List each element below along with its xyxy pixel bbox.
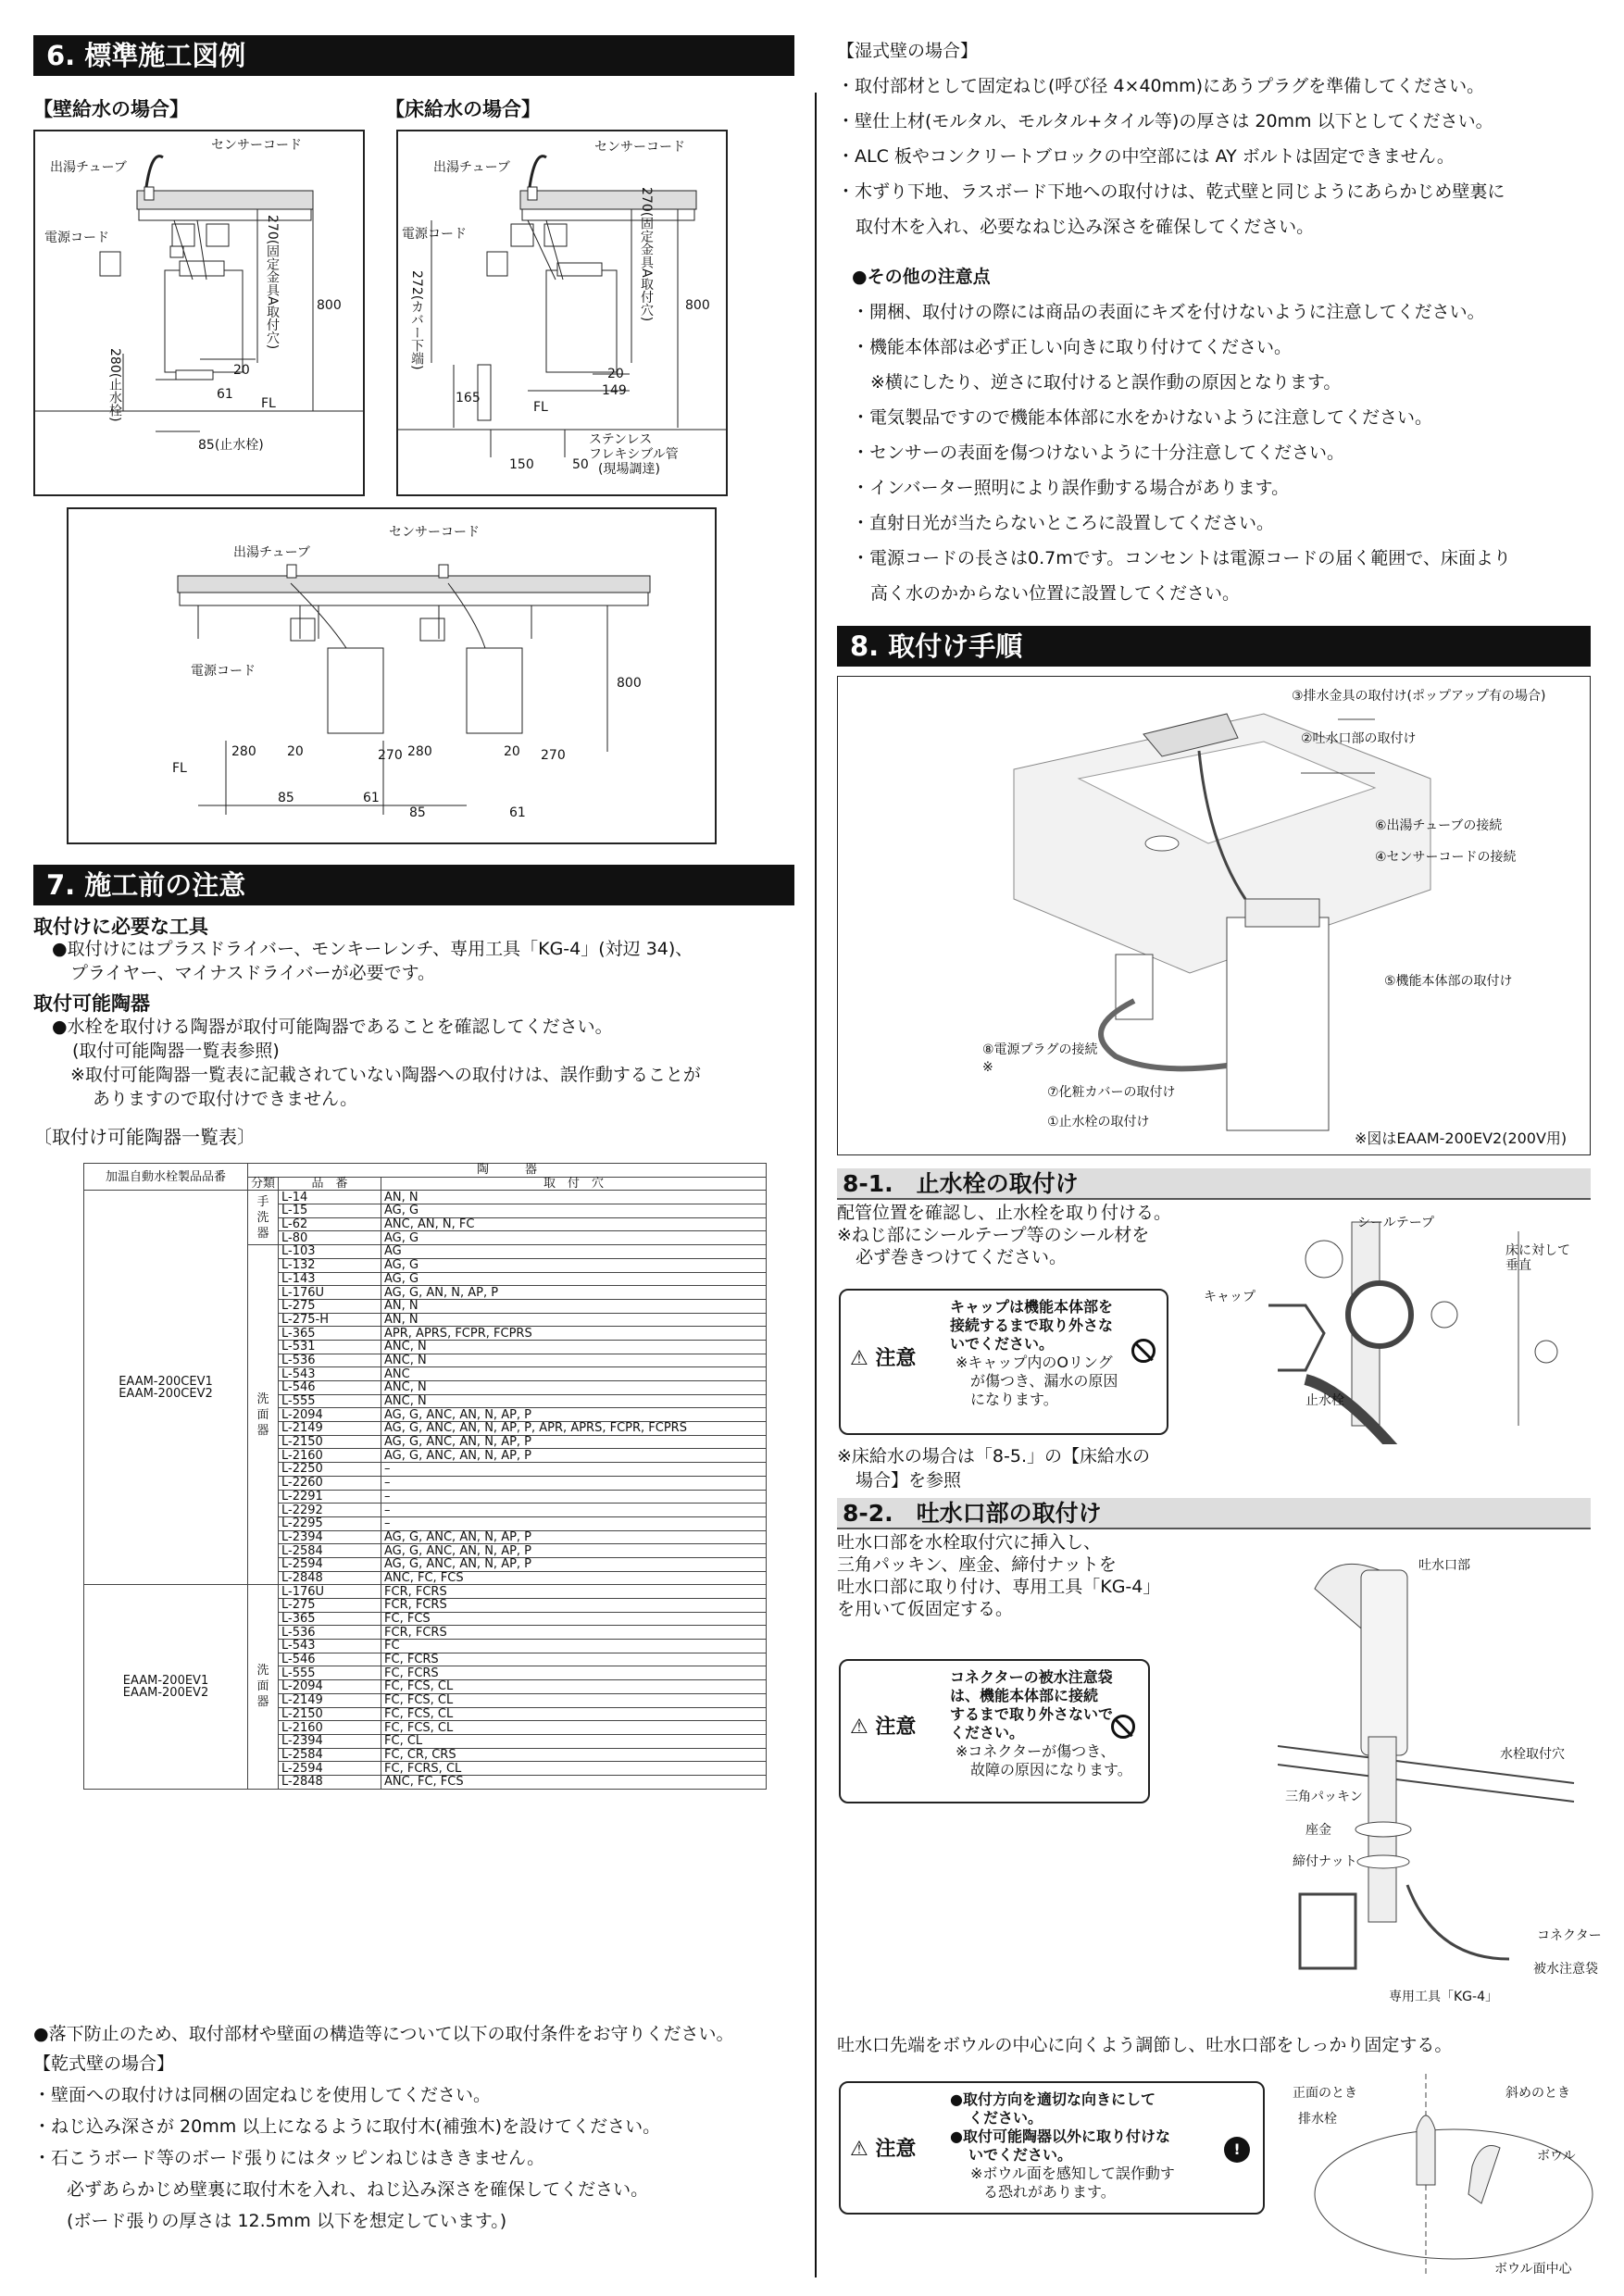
seal-tape-label: シールテープ — [1357, 1216, 1435, 1230]
d1-tube: 出湯チューブ — [50, 160, 127, 175]
spout-drawing — [1278, 1515, 1593, 2033]
mount-holes: AG, G, ANC, AN, N, AP, P — [381, 1530, 767, 1544]
diagram-floor-supply — [396, 130, 728, 496]
bowl-number: L-2292 — [279, 1504, 381, 1517]
bag-label: 被水注意袋 — [1533, 1962, 1598, 1977]
mount-holes: FC, FCS, CL — [381, 1680, 767, 1694]
cap-label: キャップ — [1204, 1290, 1255, 1304]
column-divider — [815, 93, 817, 2277]
bowl-label: ボウル — [1537, 2149, 1576, 2164]
d1-v270: 270(固定金具A取付穴) — [265, 215, 280, 350]
bowl-number: L-536 — [279, 1626, 381, 1640]
d3-a20: 20 — [287, 744, 304, 759]
mount-holes: ANC, FC, FCS — [381, 1775, 767, 1789]
bowl-number: L-2094 — [279, 1408, 381, 1422]
mount-holes: AG, G — [381, 1204, 767, 1218]
section-6-title: 6. 標準施工図例 — [33, 35, 794, 76]
model-cell: EAAM-200EV1 EAAM-200EV2 — [84, 1585, 248, 1789]
bowl-number: L-132 — [279, 1258, 381, 1272]
bowl-number: L-2848 — [279, 1571, 381, 1585]
th-hole: 取 付 穴 — [381, 1177, 767, 1191]
step3-callout: ③排水金具の取付け(ポップアップ有の場合) — [1292, 689, 1546, 704]
mount-holes: AG, G, ANC, AN, N, AP, P — [381, 1435, 767, 1449]
bowl-number: L-176U — [279, 1286, 381, 1300]
caution-direction-body: ●取付方向を適切な向きにして ください。 ●取付可能陶器以外に取り付けな いでください。 ※ボウル面を感知して誤作動す る恐れがあります。 — [950, 2090, 1175, 2201]
step6-callout: ⑥出湯チューブの接続 — [1375, 818, 1503, 833]
bowl-number: L-2149 — [279, 1422, 381, 1436]
caution-direction-heading: ⚠ 注意 — [850, 2138, 917, 2161]
bowl-number: L-2160 — [279, 1721, 381, 1735]
tool-label: 専用工具「KG-4」 — [1389, 1990, 1498, 2004]
step2-callout: ②吐水口部の取付け — [1301, 731, 1417, 746]
mount-holes: ANC, AN, N, FC — [381, 1217, 767, 1231]
stop-valve-label: 止水栓 — [1305, 1393, 1344, 1408]
d2-h50: 50 — [572, 457, 589, 472]
d3-a270: 270 — [378, 748, 403, 763]
section-7-title: 7. 施工前の注意 — [33, 865, 794, 905]
d2-v800: 800 — [685, 298, 710, 313]
spout-label: 吐水口部 — [1418, 1558, 1470, 1573]
d1-fl: FL — [261, 396, 276, 411]
caution-direction — [839, 2081, 1265, 2215]
mount-holes: – — [381, 1490, 767, 1504]
caution-connector — [839, 1659, 1150, 1803]
bowl-number: L-546 — [279, 1381, 381, 1395]
bowl-number: L-143 — [279, 1272, 381, 1286]
prohibited-icon — [1131, 1339, 1156, 1363]
d2-fl: FL — [533, 400, 548, 415]
mount-holes: FCR, FCRS — [381, 1599, 767, 1613]
mount-holes: FC, CR, CRS — [381, 1748, 767, 1762]
d3-d61: 61 — [509, 805, 526, 820]
bowl-number: L-2394 — [279, 1530, 381, 1544]
d3-d85: 85 — [409, 805, 426, 820]
bowl-number: L-531 — [279, 1340, 381, 1354]
mount-holes: AG — [381, 1245, 767, 1259]
d2-pipe3: (現場調達) — [598, 462, 660, 477]
d3-c85: 85 — [278, 791, 294, 805]
bowl-number: L-2149 — [279, 1693, 381, 1707]
mount-holes: ANC, FC, FCS — [381, 1571, 767, 1585]
warning-triangle-icon: ⚠ — [850, 2138, 868, 2161]
mount-holes: AG, G, ANC, AN, N, AP, P — [381, 1449, 767, 1463]
bowl-number: L-555 — [279, 1666, 381, 1680]
floor-supply-drawing — [398, 131, 726, 494]
d3-a280: 280 — [231, 744, 256, 759]
caution-connector-body: コネクターの被水注意袋 は、機能本体部に接続 するまで取り外さないで ください。 ※コネクターが傷つき、 故障の原因になります。 — [950, 1668, 1132, 1778]
mount-holes: ANC — [381, 1367, 767, 1381]
mount-holes: APR, APRS, FCPR, FCPRS — [381, 1327, 767, 1341]
mount-holes: ANC, N — [381, 1354, 767, 1367]
th-cat: 分類 — [248, 1177, 279, 1191]
overview-note: ※図はEAAM-200EV2(200V用) — [1355, 1129, 1568, 1147]
d3-tube: 出湯チューブ — [233, 545, 310, 560]
mount-holes: FCR, FCRS — [381, 1626, 767, 1640]
d2-tube: 出湯チューブ — [433, 160, 510, 175]
mount-holes: FC, FCRS — [381, 1653, 767, 1666]
mount-holes: FC, FCRS — [381, 1666, 767, 1680]
mount-holes: AG, G, ANC, AN, N, AP, P — [381, 1557, 767, 1571]
mount-holes: AN, N — [381, 1299, 767, 1313]
mount-holes: AG, G, AN, N, AP, P — [381, 1286, 767, 1300]
d2-power: 電源コード — [402, 227, 467, 242]
d1-power: 電源コード — [44, 231, 109, 245]
d2-h150: 150 — [509, 457, 534, 472]
wet-wall: 【湿式壁の場合】 ・取付部材として固定ねじ(呼び径 4×40mm)にあうプラグを準備してください。 ・壁仕上材(モルタル、モルタル+タイル等)の厚さは 20mm 以下としてください。 ・ALC 板やコンクリートブロックの中空部には AY ボルトは固定できません。 ・木ずり下地、ラスボード下地への取付けは、乾式壁と同じようにあらかじめ壁裏に 取付木を入れ、必要なねじ込み深さを確保してください。 — [837, 41, 1505, 237]
table-row — [84, 1191, 767, 1204]
mount-holes: AG, G — [381, 1272, 767, 1286]
mount-holes: – — [381, 1463, 767, 1477]
step1-callout: ①止水栓の取付け — [1047, 1115, 1150, 1129]
vertical-label-2: 垂直 — [1505, 1258, 1531, 1273]
exclamation-icon: ! — [1224, 2137, 1250, 2163]
d1-v280: 280(止水栓) — [107, 348, 122, 422]
d3-b20: 20 — [504, 744, 520, 759]
stop-valve-drawing — [1194, 1204, 1593, 1444]
bowl-number: L-2150 — [279, 1435, 381, 1449]
section-8-title: 8. 取付け手順 — [837, 626, 1591, 667]
mount-holes: – — [381, 1476, 767, 1490]
bowl-drawing — [1296, 2074, 1602, 2277]
d2-v270: 270(固定金具A取付穴) — [639, 187, 654, 322]
mount-holes: FC, FCS — [381, 1612, 767, 1626]
bowl-text: ●水栓を取付ける陶器が取付可能陶器であることを確認してください。 (取付可能陶器一覧表参照) ※取付可能陶器一覧表に記載されていない陶器への取付けは、誤作動することが ありますので取付けできません。 — [52, 1017, 701, 1109]
diagram-double — [67, 507, 717, 844]
d2-v272: 272(カバー下端) — [409, 270, 424, 370]
bowl-number: L-2594 — [279, 1762, 381, 1776]
step-8-2-title: 8-2. 吐水口部の取付け — [837, 1498, 1591, 1529]
install-overview-diagram — [837, 676, 1591, 1155]
bowl-number: L-2295 — [279, 1516, 381, 1530]
mount-holes: ANC, N — [381, 1340, 767, 1354]
floor-supply-note: ※床給水の場合は「8-5.」の【床給水の 場合】を参照 — [837, 1446, 1150, 1491]
mount-holes: AG, G — [381, 1258, 767, 1272]
mount-holes: FC, CL — [381, 1734, 767, 1748]
warning-triangle-icon: ⚠ — [850, 1347, 868, 1370]
bowl-number: L-2584 — [279, 1748, 381, 1762]
d1-v61: 61 — [217, 387, 233, 402]
bowl-diag-label: 斜めのとき — [1505, 2086, 1570, 2101]
adjust-text: 吐水口先端をボウルの中心に向くよう調節し、吐水口部をしっかり固定する。 — [837, 2035, 1453, 2055]
step8-note: ※ — [982, 1060, 993, 1075]
bowl-number: L-555 — [279, 1394, 381, 1408]
bowl-number: L-365 — [279, 1327, 381, 1341]
step4-callout: ④センサーコードの接続 — [1375, 850, 1517, 865]
mount-holes: – — [381, 1516, 767, 1530]
bowl-number: L-2584 — [279, 1544, 381, 1558]
category-cell: 手 洗 器 — [248, 1191, 279, 1245]
mount-holes: AG, G, ANC, AN, N, AP, P — [381, 1408, 767, 1422]
bowl-number: L-2160 — [279, 1449, 381, 1463]
step-8-1-title: 8-1. 止水栓の取付け — [837, 1168, 1591, 1200]
mount-holes: AG, G, ANC, AN, N, AP, P — [381, 1544, 767, 1558]
mount-holes: ANC, N — [381, 1394, 767, 1408]
other-notes: ●その他の注意点 ・開梱、取付けの際には商品の表面にキズを付けないように注意してください。 ・機能本体部は必ず正しい向きに取り付けてください。 ※横にしたり、逆さに取付けると誤作動の原因となります。 ・電気製品ですので機能本体部に水をかけないように注意してください。 ・センサーの表面を傷つけないように十分注意してください。 ・インバーター照明により誤作動する場合があります。 ・直射日光が当たらないところに設置してください。 ・電源コードの長さは0.7mです。コンセントは電源コードの届く範囲で、床面より 高く水のかからない位置に設置してください。 — [852, 267, 1511, 604]
packing-label: 三角パッキン — [1285, 1790, 1363, 1804]
tools-text: ●取付けにはプラスドライバー、モンキーレンチ、専用工具「KG-4」(対辺 34)、 プライヤー、マイナスドライバーが必要です。 — [52, 939, 693, 983]
bowl-table — [83, 1163, 767, 1790]
d2-v165: 165 — [456, 391, 481, 406]
step-8-2-text: 吐水口部を水栓取付穴に挿入し、 三角パッキン、座金、締付ナットを 吐水口部に取り付け、専用工具「KG-4」 を用いて仮固定する。 — [837, 1532, 1161, 1619]
bowl-number: L-2394 — [279, 1734, 381, 1748]
d2-sensor: センサーコード — [594, 140, 685, 155]
d3-c61: 61 — [363, 791, 380, 805]
d2-v149: 149 — [602, 383, 627, 398]
faucet-hole-label: 水栓取付穴 — [1500, 1747, 1565, 1762]
bowl-number: L-2291 — [279, 1490, 381, 1504]
bowl-number: L-275-H — [279, 1313, 381, 1327]
bowl-number: L-14 — [279, 1191, 381, 1204]
d3-power: 電源コード — [191, 664, 256, 679]
bowl-number: L-2594 — [279, 1557, 381, 1571]
model-cell: EAAM-200CEV1 EAAM-200CEV2 — [84, 1191, 248, 1585]
d3-b280: 280 — [407, 744, 432, 759]
category-cell: 洗 面 器 — [248, 1585, 279, 1789]
d3-fl: FL — [172, 761, 187, 776]
mount-holes: AG, G — [381, 1231, 767, 1245]
bowl-number: L-275 — [279, 1299, 381, 1313]
bowl-number: L-365 — [279, 1612, 381, 1626]
caution-cap — [839, 1289, 1168, 1435]
bowl-number: L-80 — [279, 1231, 381, 1245]
bowl-number: L-176U — [279, 1585, 381, 1599]
d2-pipe1: ステンレス — [589, 432, 653, 447]
category-cell: 洗 面 器 — [248, 1245, 279, 1585]
bowl-number: L-543 — [279, 1367, 381, 1381]
dry-wall: 【乾式壁の場合】 ・壁面への取付けは同梱の固定ねじを使用してください。 ・ねじ込み深さが 20mm 以上になるように取付木(補強木)を設けてください。 ・石こうボード等のボード張りにはタッピンねじはききません。 必ずあらかじめ壁裏に取付木を入れ、ねじ込み深さを確保してください。 (ボード張りの厚さは 12.5mm 以下を想定しています。) — [33, 2053, 661, 2231]
bowl-number: L-546 — [279, 1653, 381, 1666]
warning-triangle-icon: ⚠ — [850, 1716, 868, 1739]
bowl-heading: 取付可能陶器 — [33, 992, 150, 1015]
nut-label: 締付ナット — [1293, 1854, 1357, 1869]
diagram-wall-supply — [33, 130, 365, 496]
mount-holes: FC, FCS, CL — [381, 1721, 767, 1735]
bowl-drain-label: 排水栓 — [1298, 2112, 1337, 2127]
th-num: 品 番 — [279, 1177, 381, 1191]
bowl-center-label: ボウル面中心 — [1494, 2262, 1572, 2277]
mount-holes: AN, N — [381, 1191, 767, 1204]
connector-label: コネクター — [1537, 1928, 1602, 1943]
d3-b270: 270 — [541, 748, 566, 763]
mount-holes: FC, FCS, CL — [381, 1707, 767, 1721]
th-model: 加温自動水栓製品品番 — [84, 1164, 248, 1191]
bowl-number: L-536 — [279, 1354, 381, 1367]
table-heading: 〔取付け可能陶器一覧表〕 — [33, 1126, 256, 1148]
step5-callout: ⑤機能本体部の取付け — [1384, 974, 1513, 989]
d3-v800: 800 — [617, 676, 642, 691]
bowl-number: L-2094 — [279, 1680, 381, 1694]
mount-holes: AG, G, ANC, AN, N, AP, P, APR, APRS, FCPR, FCPRS — [381, 1422, 767, 1436]
washer-label: 座金 — [1305, 1823, 1331, 1838]
mount-holes: FC, FCRS, CL — [381, 1762, 767, 1776]
d3-sensor: センサーコード — [389, 525, 480, 540]
mount-holes: – — [381, 1504, 767, 1517]
step-8-1-text: 配管位置を確認し、止水栓を取り付ける。 ※ねじ部にシールテープ等のシール材を 必ず巻きつけてください。 — [837, 1203, 1172, 1267]
d1-h85: 85(止水栓) — [198, 438, 264, 453]
table-row — [84, 1585, 767, 1599]
d1-v800: 800 — [317, 298, 342, 313]
d1-v20: 20 — [233, 363, 250, 378]
step8-callout: ⑧電源プラグの接続 — [982, 1042, 1098, 1057]
caution-cap-heading: ⚠ 注意 — [850, 1347, 917, 1370]
bowl-number: L-275 — [279, 1599, 381, 1613]
mount-holes: FC, FCS, CL — [381, 1693, 767, 1707]
bowl-number: L-15 — [279, 1204, 381, 1218]
caution-connector-heading: ⚠ 注意 — [850, 1716, 917, 1739]
mount-holes: AN, N — [381, 1313, 767, 1327]
d2-v20: 20 — [607, 367, 624, 381]
overview-drawing — [838, 677, 1590, 1154]
prohibited-icon — [1111, 1715, 1135, 1739]
bowl-number: L-62 — [279, 1217, 381, 1231]
mount-holes: FC — [381, 1640, 767, 1653]
floor-supply-label: 【床給水の場合】 — [385, 98, 541, 120]
mount-holes: ANC, N — [381, 1381, 767, 1395]
bowl-number: L-2848 — [279, 1775, 381, 1789]
tools-heading: 取付けに必要な工具 — [33, 916, 208, 938]
drop-note: ●落下防止のため、取付部材や壁面の構造等について以下の取付条件をお守りください。 — [33, 2024, 734, 2044]
bowl-number: L-543 — [279, 1640, 381, 1653]
wall-supply-label: 【壁給水の場合】 — [33, 98, 189, 120]
d2-pipe2: フレキシブル管 — [589, 447, 679, 462]
bowl-number: L-2250 — [279, 1463, 381, 1477]
bowl-number: L-2150 — [279, 1707, 381, 1721]
bowl-number: L-2260 — [279, 1476, 381, 1490]
mount-holes: FCR, FCRS — [381, 1585, 767, 1599]
step7-callout: ⑦化粧カバーの取付け — [1047, 1085, 1176, 1100]
bowl-front-label: 正面のとき — [1293, 2086, 1357, 2101]
bowl-number: L-103 — [279, 1245, 381, 1259]
vertical-label-1: 床に対して — [1505, 1243, 1570, 1258]
d1-sensor: センサーコード — [211, 138, 302, 153]
caution-cap-body: キャップは機能本体部を 接続するまで取り外さな いでください。 ※キャップ内のOリング が傷つき、漏水の原因 になります。 — [950, 1298, 1118, 1408]
th-bowl: 陶 器 — [248, 1164, 767, 1178]
